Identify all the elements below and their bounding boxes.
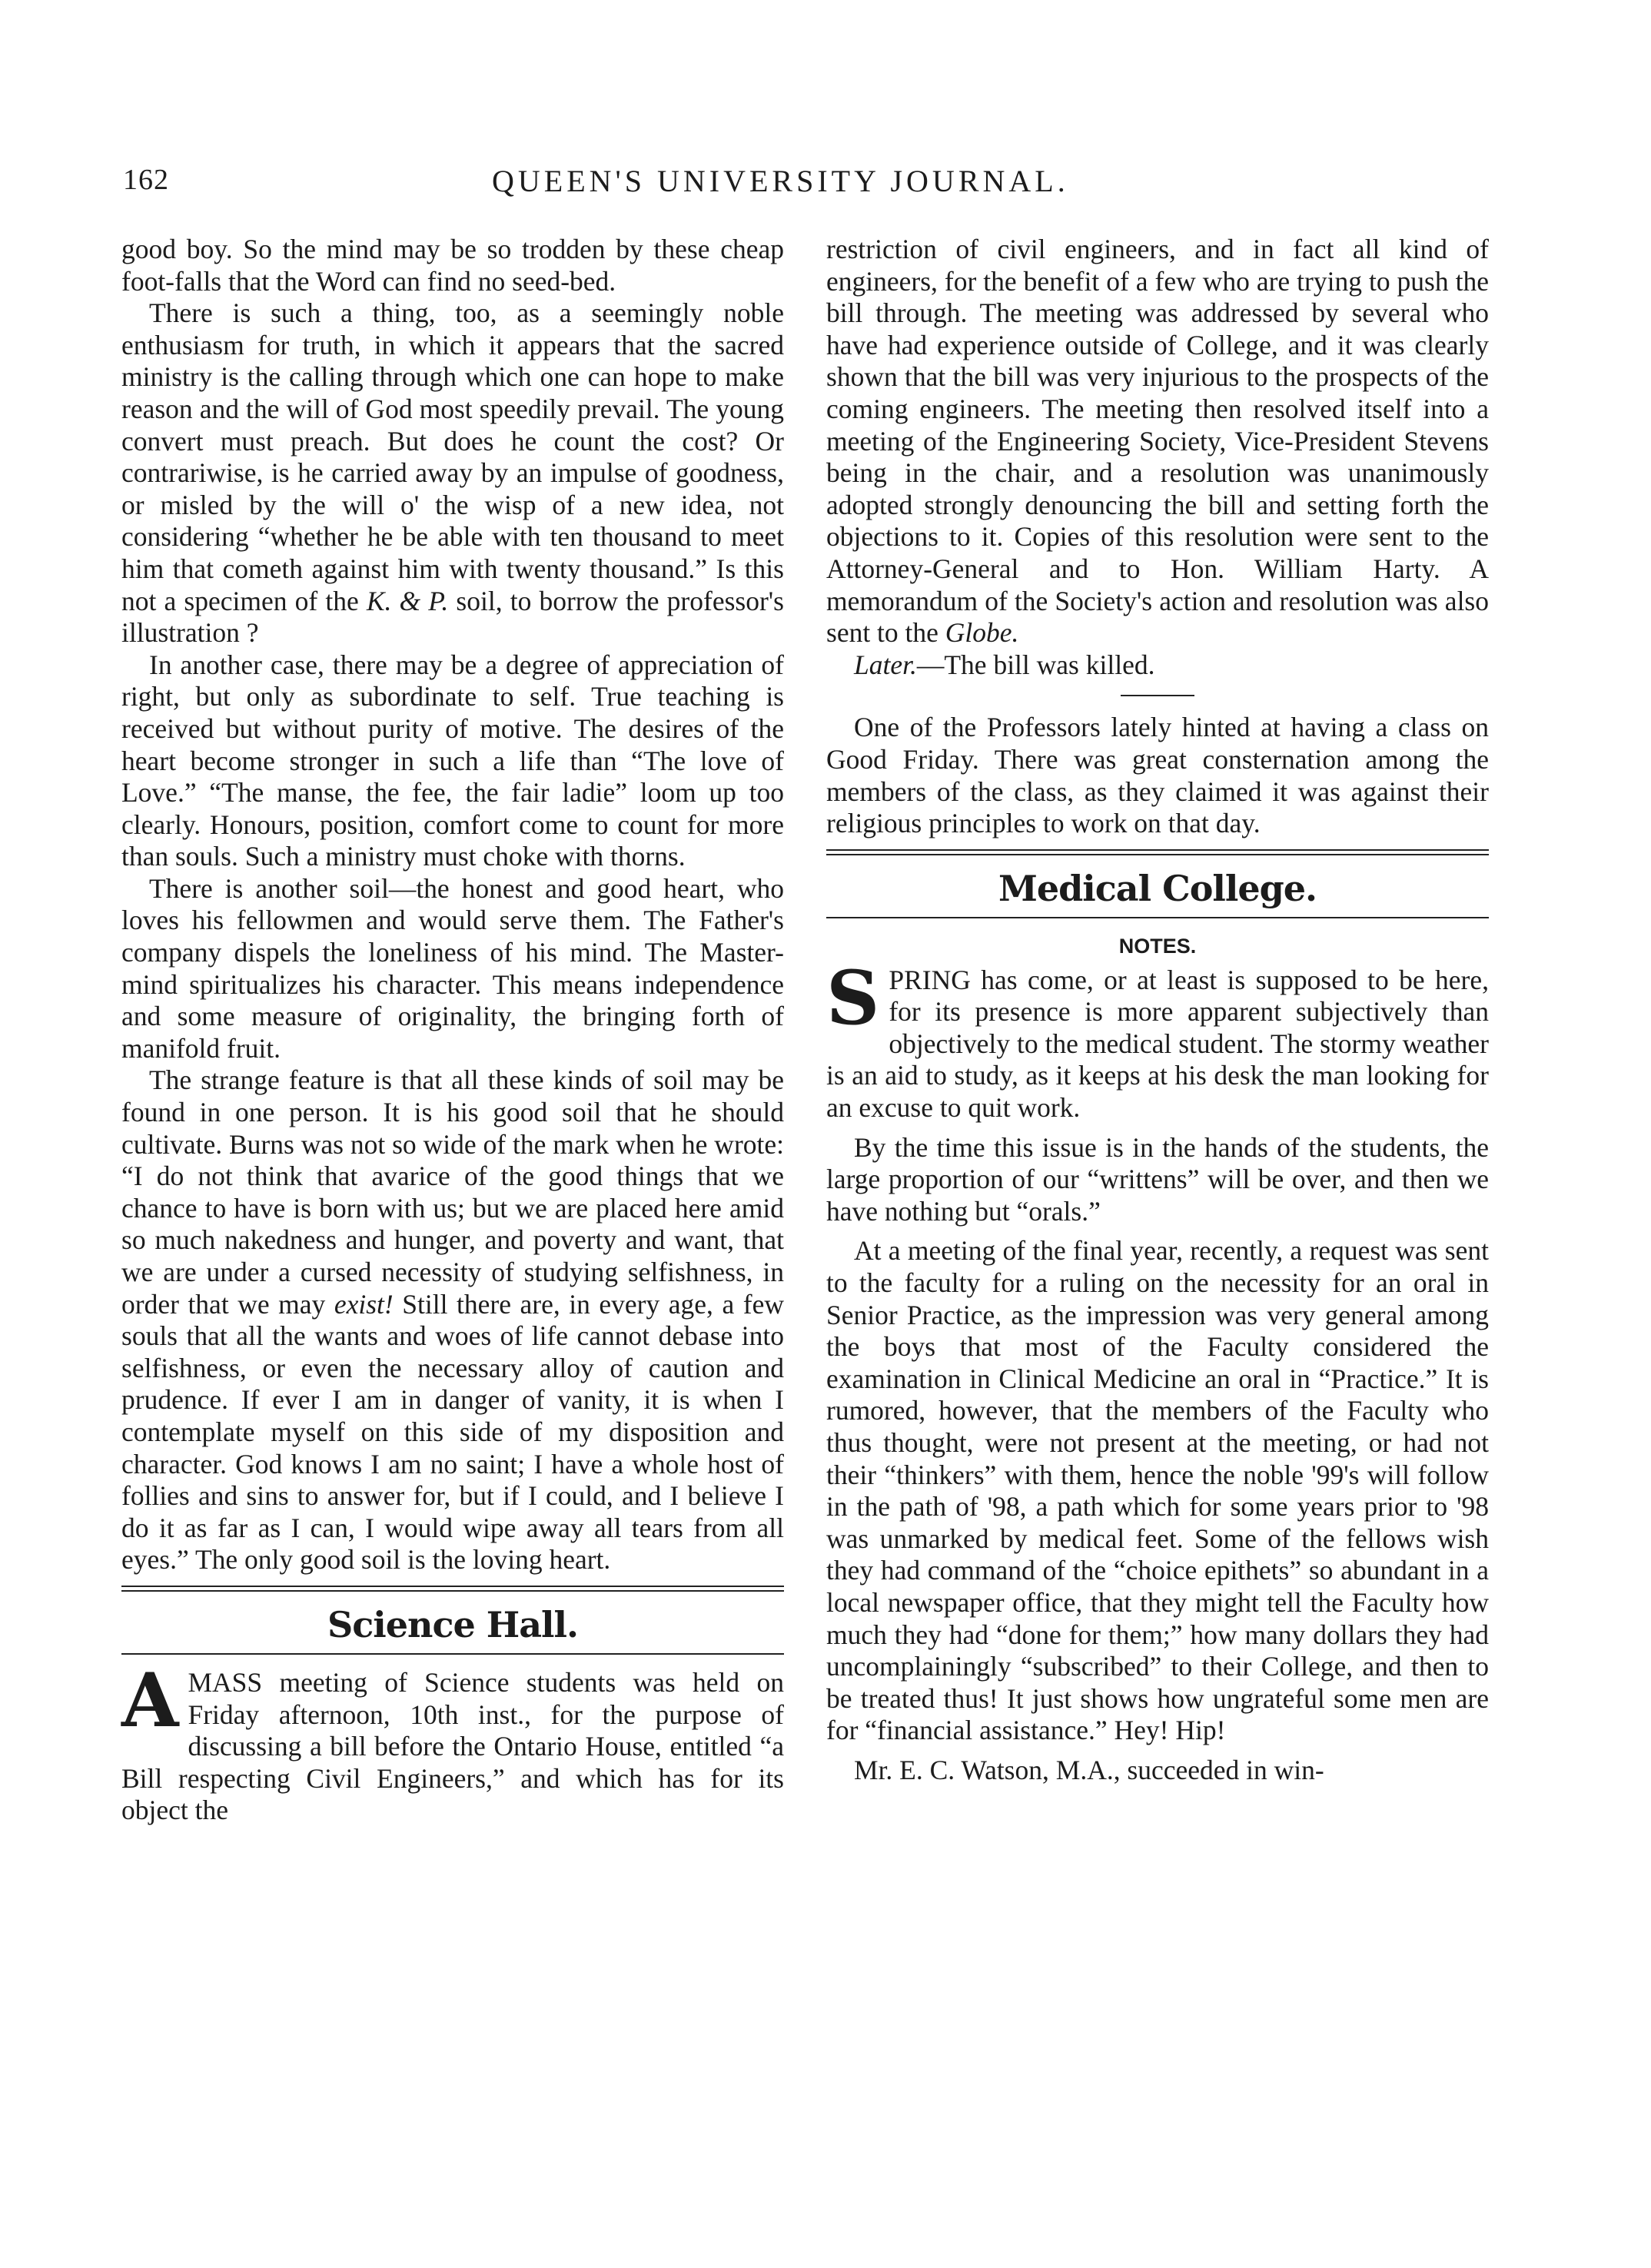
science-hall-heading: Science Hall. <box>327 1603 578 1645</box>
paragraph: In another case, there may be a degree of appreciation of right, but only as subordinate to self. True teaching is received but without purity of motive. The desires of the heart become stronger in such a life than “The love of Love.” “The manse, the fee, the fair ladie” loom up too clearly. Honours, position, comfort come to count for more than souls. Such a ministry must choke with thorns. <box>121 649 784 872</box>
medical-college-heading: Medical College. <box>998 867 1317 909</box>
paragraph: There is such a thing, too, as a seemingly noble enthusiasm for truth, in which it appears that the sacred ministry is the calling through which one can hope to make reason and the will of God most speedily prevail. The young convert must preach. But does he count the cost? Or contrariwise, is he carried away by an impulse of goodness, or misled by the will o' the wisp of a new idea, not considering “whether he be able with ten thousand to meet him that cometh against him with twenty thousand.” Is this not a specimen of the K. & P. soil, to borrow the professor's illustration ? <box>121 297 784 649</box>
short-divider <box>1121 695 1194 696</box>
drop-cap: S <box>826 954 880 1041</box>
paragraph: Mr. E. C. Watson, M.A., succeeded in win- <box>854 1754 1324 1785</box>
paragraph: restriction of civil engineers, and in fact all kind of engineers, for the benefit of a few who are trying to push the bill through. The meeting was addressed by several who have had experience outside of College, and it was clearly shown that the bill was very injurious to the prospects of the coming engineers. The meeting then resolved itself into a meeting of the Engineering Society, Vice-President Stevens being in the chair, and a resolution was unanimously adopted strongly denouncing the bill and setting forth the objections to it. Copies of this resolution were sent to the Attorney-General and to Hon. William Harty. A memorandum of the Society's action and resolution was also sent to the Globe. <box>826 234 1489 649</box>
paragraph: SPRING has come, or at least is supposed to be here, for its presence is more apparent subjectively than objectively to the medical student. The stormy weather is an aid to study, as it keeps at his desk the man looking for an excuse to quit work. <box>826 954 1489 1124</box>
paragraph: There is another soil—the honest and good heart, who loves his fellowmen and would serve them. The Father's company dispels the loneliness of his mind. The Master-mind spiritualizes his character. This means independence and some measure of originality, the bringing forth of manifold fruit. <box>121 872 784 1064</box>
paragraph: good boy. So the mind may be so trodden by these cheap foot-falls that the Word can find no seed-bed. <box>121 234 784 297</box>
paragraph: AMASS meeting of Science students was held on Friday afternoon, 10th inst., for the purpose of discussing a bill before the Ontario House, entitled “a Bill respecting Civil Engineers,” and which has for its object the <box>121 1656 784 1826</box>
paragraph: At a meeting of the final year, recently, a request was sent to the faculty for a ruling on the necessity for an oral in Senior Practice, as the impression was very general among the boys that most of the Faculty considered the examination in Clinical Medicine an oral in “Practice.” It is rumored, however, that the members of the Faculty who thus thought, were not present at the meeting, or had not their “thinkers” with them, hence the noble '99's will follow in the path of '98, a path which for some years prior to '98 was unmarked by medical feet. Some of the fellows wish they had command of the “choice epithets” so abundant in a local newspaper office, that they might tell the Faculty how much they had “done for them;” how many dollars they had uncomplainingly “subscribed” to their College, and then to be treated thus! It just shows how ungrateful some men are for “financial assistance.” Hey! Hip! <box>826 1235 1489 1746</box>
section-divider <box>826 849 1489 855</box>
right-column <box>826 234 1489 1787</box>
running-head: QUEEN'S UNIVERSITY JOURNAL. <box>492 164 1069 198</box>
paragraph: By the time this issue is in the hands of the students, the large proportion of our “writtens” will be over, and then we have nothing but “orals.” <box>826 1131 1489 1227</box>
heading-rule <box>826 917 1489 918</box>
page-number: 162 <box>123 164 169 196</box>
notes-subheading: NOTES. <box>1118 934 1197 958</box>
paragraph: The strange feature is that all these kinds of soil may be found in one person. It is his good soil that he should cultivate. Burns was not so wide of the mark when he wrote: “I do not think that avarice of the good things that we chance to have is born with us; but we are placed here amid so much nakedness and hunger, and poverty and want, that we are under a cursed necessity of studying selfishness, in order that we may exist! Still there are, in every age, a few souls that all the wants and woes of life cannot debase into selfishness, or even the necessary alloy of caution and prudence. If ever I am in danger of vanity, it is when I contemplate myself on this side of my disposition and character. God knows I am no saint; I have a whole host of follies and sins to answer for, but if I could, and I believe I do it as far as I can, I would wipe away all tears from all eyes.” The only good soil is the loving heart. <box>121 1064 784 1576</box>
heading-rule <box>121 1653 784 1655</box>
section-divider <box>121 1586 784 1592</box>
paragraph: One of the Professors lately hinted at having a class on Good Friday. There was great consternation among the members of the class, as they claimed it was against their religious principles to work on that day. <box>826 712 1489 839</box>
left-column <box>121 234 784 1827</box>
paragraph: Later.—The bill was killed. <box>854 649 1155 680</box>
drop-cap: A <box>121 1656 179 1744</box>
